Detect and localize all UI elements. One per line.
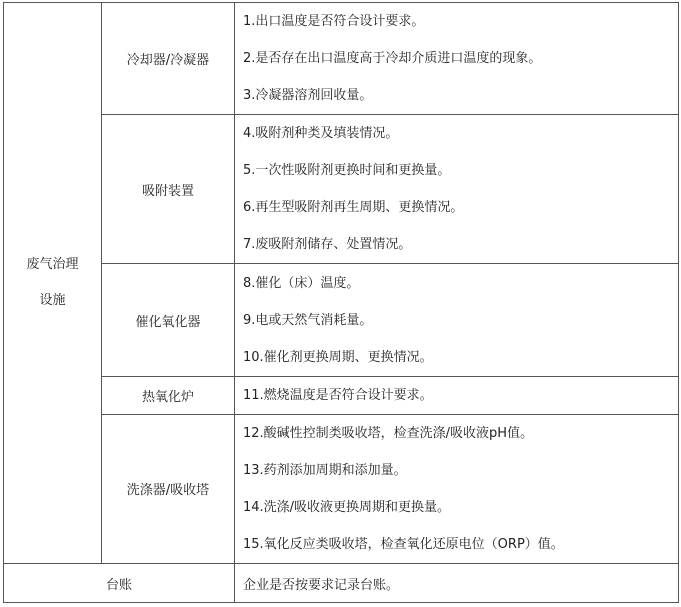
table-row (4, 3, 679, 115)
device-cell: 冷却器/冷凝器 (102, 3, 235, 115)
inspection-table-container (3, 2, 678, 603)
items-cell (235, 115, 679, 264)
items-cell (235, 3, 679, 115)
list-item: 15.氧化反应类吸收塔，检查氧化还原电位（ORP）值。 (243, 536, 564, 552)
list-item: 10.催化剂更换周期、更换情况。 (243, 349, 433, 365)
table-row (4, 564, 679, 603)
list-item: 11.燃烧温度是否符合设计要求。 (243, 387, 433, 403)
category-label-line-1: 废气治理 (26, 257, 79, 272)
list-item: 14.洗涤/吸收液更换周期和更换量。 (243, 499, 451, 515)
items-cell (235, 414, 679, 563)
list-item: 6.再生型吸附剂再生周期、更换情况。 (243, 200, 464, 216)
category-cell (4, 3, 102, 564)
device-cell: 吸附装置 (102, 115, 235, 264)
table-row (4, 414, 679, 563)
table-row (4, 264, 679, 376)
table-row (4, 376, 679, 414)
ledger-text-cell: 企业是否按要求记录台账。 (235, 564, 679, 603)
device-cell: 热氧化炉 (102, 376, 235, 414)
list-item: 8.催化（床）温度。 (243, 275, 360, 291)
list-item: 7.废吸附剂储存、处置情况。 (243, 237, 412, 253)
list-item: 13.药剂添加周期和添加量。 (243, 462, 407, 478)
list-item: 1.出口温度是否符合设计要求。 (243, 14, 425, 30)
device-cell: 洗涤器/吸收塔 (102, 414, 235, 563)
items-cell (235, 376, 679, 414)
device-cell: 催化氧化器 (102, 264, 235, 376)
items-cell (235, 264, 679, 376)
category-label-line-2: 设施 (39, 293, 66, 308)
table-row (4, 115, 679, 264)
list-item: 3.冷凝器溶剂回收量。 (243, 88, 373, 104)
list-item: 9.电或天然气消耗量。 (243, 312, 373, 328)
list-item: 2.是否存在出口温度高于冷却介质进口温度的现象。 (243, 51, 542, 67)
ledger-label-cell: 台账 (4, 564, 235, 603)
list-item: 12.酸碱性控制类吸收塔，检查洗涤/吸收液pH值。 (243, 425, 534, 441)
list-item: 5.一次性吸附剂更换时间和更换量。 (243, 163, 451, 179)
list-item: 4.吸附剂种类及填装情况。 (243, 126, 399, 142)
inspection-table (3, 2, 679, 603)
